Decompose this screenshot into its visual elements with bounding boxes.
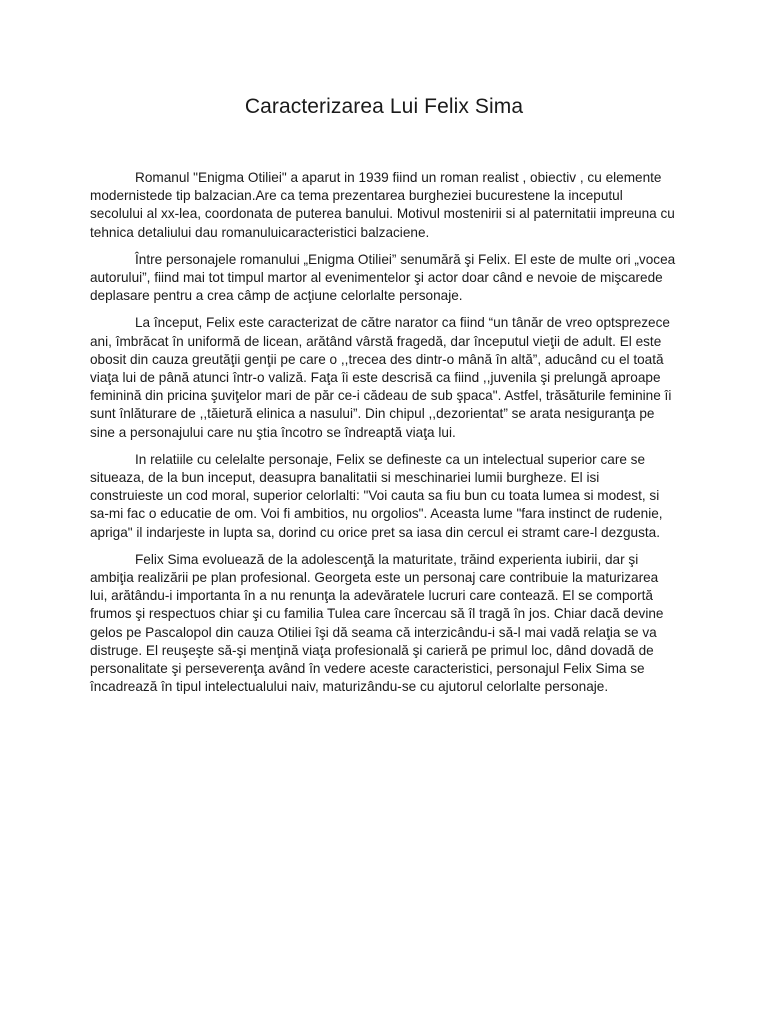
paragraph-felix-narrator: Între personajele romanului „Enigma Otiliei” senumără şi Felix. El este de multe ori „vocea autorului”, fiind mai tot timpul martor al evenimentelor şi actor doar când e nevoie de mişcarede deplasare pentru a crea câmp de acţiune celorlalte personaje. bbox=[90, 251, 676, 304]
document-title: Caracterizarea Lui Felix Sima bbox=[244, 95, 524, 118]
paragraph-intro: Romanul "Enigma Otiliei" a aparut in 1939 fiind un roman realist , obiectiv , cu elemente modernistede tip balzacian.Are ca tema prezentarea burgheziei bucurestene la inceputul secolului al xx-lea, coordonata de puterea banului. Motivul mostenirii si al paternitatii impreuna cu tehnica detaliului dau romanuluicaracteristici balzaciene. bbox=[90, 170, 675, 240]
paragraph-felix-portrait: La început, Felix este caracterizat de către narator ca fiind “un tânăr de vreo optsprezece ani, îmbrăcat în uniformă de licean, arătând vârstă fragedă, dar începutul vieţii de adult. El este obosit din cauza greutăţii genţii pe care o ,,trecea des dintr-o mână în altă”, aducând cu el toată viaţa lui de până atunci într-o valiză. Faţa îi este descrisă ca fiind ,,juvenila şi prelungă aproape feminină din pricina şuviţelor mari de păr ce-i cădeau de sub şpaca". Astfel, trăsăturile feminine îi sunt înlăturare de ,,tăietură elinica a nasului”. Din chipul ,,dezorientat” se arata nesiguranţa pe sine a personajului care nu ştia încotro se îndreaptă viaţa lui. bbox=[90, 315, 672, 440]
paragraph-felix-relations: In relatiile cu celelalte personaje, Felix se defineste ca un intelectual superior care se situeaza, de la bun inceput, deasupra banalitatii si meschinariei lumii burgheze. El isi construieste un cod moral, superior celorlalti: "Voi cauta sa fiu bun cu toata lumea si modest, si sa-mi fac o educatie de om. Voi fi ambitios, nu orgolios". Aceasta lume "fara instinct de rudenie, apriga" il indarjeste in lupta sa, dorind cu orice pret sa iasa din cercul ei stramt care-l dezgusta. bbox=[90, 451, 663, 540]
paragraph-felix-evolution: Felix Sima evoluează de la adolescenţă la maturitate, trăind experienta iubirii, dar şi ambiţia realizării pe plan profesional. Georgeta este un personaj care contribuie la maturizarea lui, arătându-i importanta în a nu renunţa la adevăratele lucruri care contează. El se comportă frumos şi respectuos chiar şi cu familia Tulea care încercau să îl tragă în jos. Chiar dacă devine gelos pe Pascalopol din cauza Otiliei îşi dă seama că interzicându-i să-l mai vadă relaţia se va distruge. El reuşeşte să-şi menţină viaţa profesională şi carieră pe primul loc, dând dovadă de personalitate şi perseverenţa având în vedere aceste caracteristici, personajul Felix Sima se încadrează în tipul intelectualului naiv, maturizându-se cu ajutorul celorlalte personaje. bbox=[90, 551, 664, 695]
document-body bbox=[90, 169, 676, 705]
